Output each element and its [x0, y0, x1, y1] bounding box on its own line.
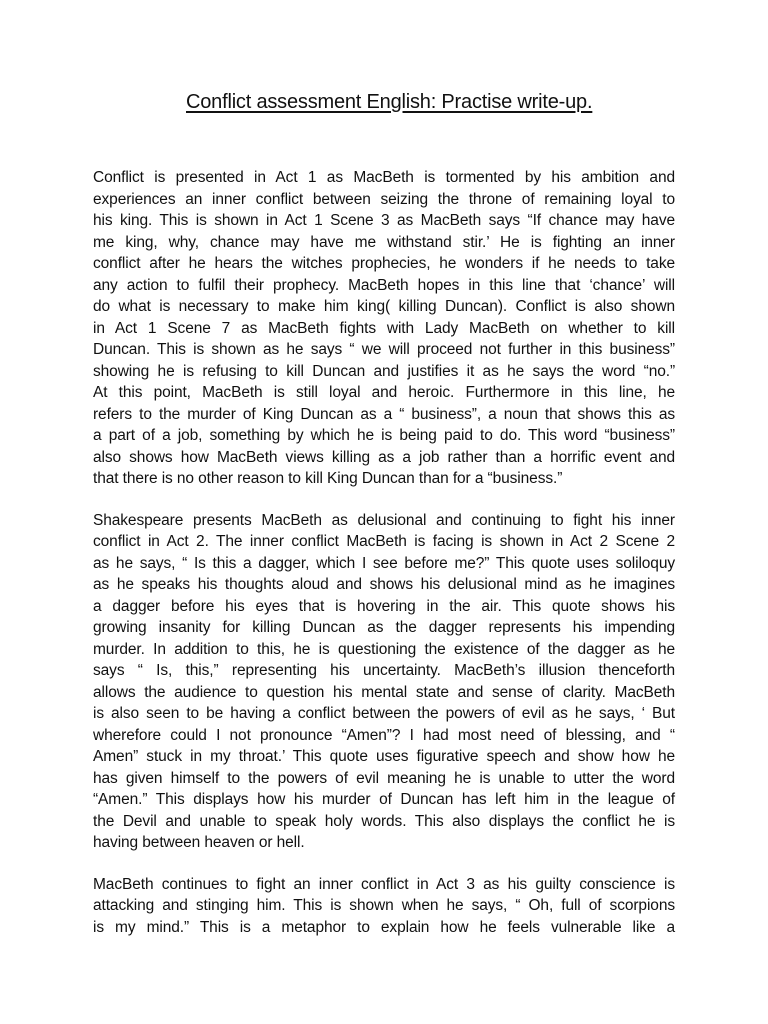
text-line: do what is necessary to make him king( killing Duncan). Conflict is also shown: [93, 298, 675, 315]
text-line: as he speaks his thoughts aloud and shows his delusional mind as he imagines: [93, 576, 675, 593]
text-line: conflict in Act 2. The inner conflict MacBeth is facing is shown in Act 2 Scene 2: [93, 533, 675, 550]
text-line: in Act 1 Scene 7 as MacBeth fights with Lady MacBeth on whether to kill: [93, 319, 675, 337]
text-line: growing insanity for killing Duncan as the dagger represents his impending: [93, 619, 675, 636]
text-line: having between heaven or hell.: [93, 834, 305, 851]
text-line: Amen” stuck in my throat.’ This quote uses figurative speech and show how he: [93, 748, 675, 765]
text-line: showing he is refusing to kill Duncan and justifies it as he says the word “no.”: [93, 362, 675, 380]
text-line: any action to fulfil their prophecy. MacBeth hopes in this line that ‘chance’ will: [93, 276, 675, 294]
text-line: conflict after he hears the witches prophecies, he wonders if he needs to take: [93, 255, 675, 272]
text-line: is my mind.” This is a metaphor to explain how he feels vulnerable like a: [93, 918, 675, 936]
text-line: At this point, MacBeth is still loyal and heroic. Furthermore in this line, he: [93, 384, 675, 401]
text-line: his king. This is shown in Act 1 Scene 3 as MacBeth says “If chance may have: [93, 212, 675, 229]
text-line: has given himself to the powers of evil meaning he is unable to utter the word: [93, 769, 675, 787]
paragraph-act-2: [93, 510, 675, 854]
text-line: “Amen.” This displays how his murder of Duncan has left him in the league of: [93, 791, 675, 808]
text-line: me king, why, chance may have me withstand stir.’ He is fighting an inner: [93, 233, 675, 251]
text-line: MacBeth continues to fight an inner conflict in Act 3 as his guilty conscience is: [93, 875, 675, 893]
paragraph-act-1: [93, 167, 675, 490]
text-line: refers to the murder of King Duncan as a “ business”, a noun that shows this as: [93, 405, 675, 423]
text-line: as he says, “ Is this a dagger, which I see before me?” This quote uses soliloquy: [93, 554, 675, 572]
text-line: Conflict is presented in Act 1 as MacBeth is tormented by his ambition and: [93, 169, 675, 186]
text-line: attacking and stinging him. This is shown when he says, “ Oh, full of scorpions: [93, 897, 675, 914]
text-line: Duncan. This is shown as he says “ we will proceed not further in this business”: [93, 341, 675, 358]
text-line: experiences an inner conflict between seizing the throne of remaining loyal to: [93, 190, 675, 208]
text-line: also shows how MacBeth views killing as a job rather than a horrific event and: [93, 448, 675, 466]
text-line: allows the audience to question his mental state and sense of clarity. MacBeth: [93, 683, 675, 701]
text-line: is also seen to be having a conflict between the powers of evil as he says, ‘ But: [93, 705, 675, 722]
text-line: says “ Is, this,” representing his uncertainty. MacBeth’s illusion thenceforth: [93, 662, 675, 679]
text-line: a dagger before his eyes that is hovering in the air. This quote shows his: [93, 597, 675, 615]
paragraph-act-3: [93, 874, 675, 939]
text-line: a part of a job, something by which he is being paid to do. This word “business”: [93, 427, 675, 444]
document-body: [93, 167, 675, 958]
document-title: Conflict assessment English: Practise write-up.: [186, 91, 593, 113]
text-line: the Devil and unable to speak holy words. This also displays the conflict he is: [93, 812, 675, 830]
text-line: that there is no other reason to kill King Duncan than for a “business.”: [93, 470, 563, 487]
text-line: murder. In addition to this, he is questioning the existence of the dagger as he: [93, 640, 675, 658]
text-line: Shakespeare presents MacBeth as delusional and continuing to fight his inner: [93, 511, 675, 529]
text-line: wherefore could I not pronounce “Amen”? I had most need of blessing, and “: [93, 726, 675, 744]
